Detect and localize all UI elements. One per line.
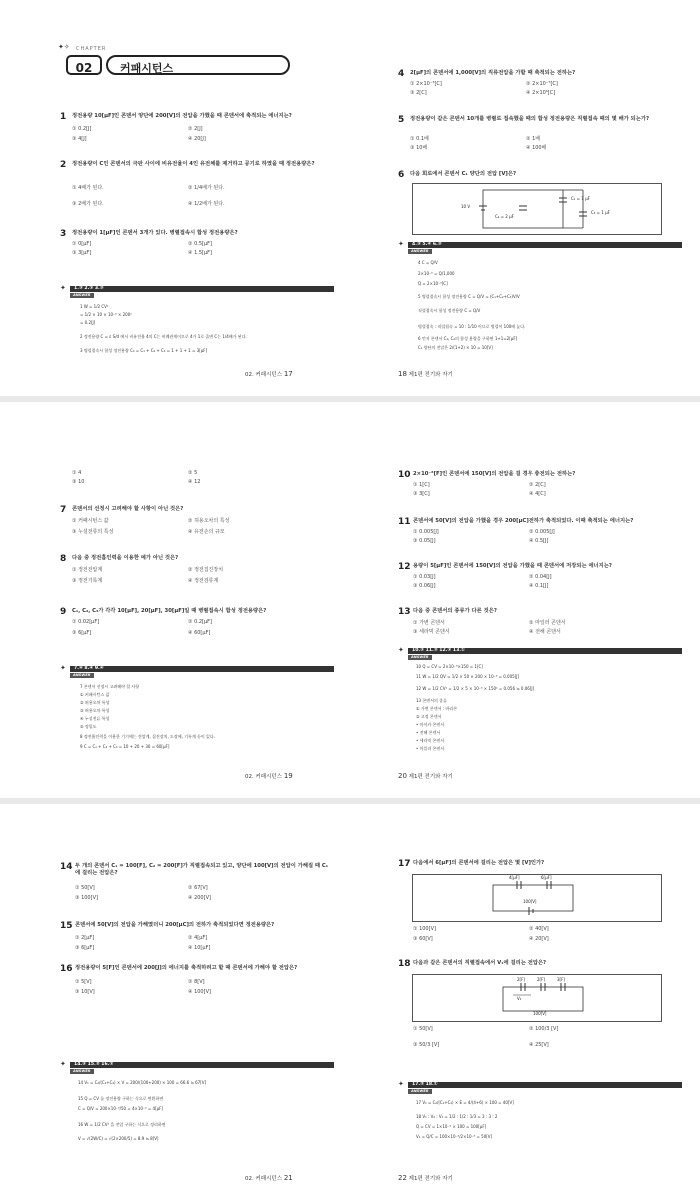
question-text: 정전용량이 C인 콘덴서의 극판 사이에 비유전율이 4인 유전체를 제거하고 공기로 하였을 때 정전용량은? (72, 161, 315, 167)
answer-line: 4 C = Q/V (418, 260, 438, 265)
question-number: 1 (60, 112, 67, 122)
circuit-c2-label: C₂ = 2 μF (495, 214, 514, 219)
page-footer (245, 370, 293, 378)
option-3[interactable]: ③ 100[V] (75, 895, 98, 901)
sparkle-icon: ✦ (60, 284, 66, 292)
option-4[interactable]: ④ 20[J] (188, 136, 206, 142)
option-2[interactable]: ② 1/4배가 된다. (188, 185, 225, 191)
option-4[interactable]: ④ 60[μF] (188, 630, 211, 636)
page-footer (245, 772, 293, 780)
question-17 (398, 859, 678, 871)
question-8 (60, 554, 330, 589)
question-text: 용량이 5[μF]인 콘덴서에 150[V]의 전압을 가했을 때 콘덴서에 저장되는 에너지는? (413, 563, 612, 569)
page-number: 21 (283, 1174, 293, 1182)
footer-part: 제1편 전기와 자기 (408, 774, 453, 780)
answer-line: ② 고정 콘덴서 (416, 714, 442, 719)
answer-bar: 17.② 18.① (408, 1082, 682, 1088)
option-2[interactable]: ② 0.04[J] (529, 574, 552, 580)
answer-line: 15 Q = CV 를 정전용량 구하는 식으로 변환하면 (78, 1096, 164, 1101)
question-text: 다음 중 콘덴서의 종류가 다른 것은? (413, 608, 497, 614)
question-text: 정전용량이 5[F]인 콘덴서에 200[J]의 에너지를 축적하려고 할 때 콘덴서에 가해야 할 전압은? (75, 965, 298, 971)
question-text: 2×10⁻⁶[F]인 콘덴서에 150[V]의 전압을 걸 경우 충전되는 전하는? (413, 471, 576, 477)
answer-line: = 0.2[J] (80, 320, 96, 325)
page-number: 17 (283, 370, 293, 378)
question-number: 11 (398, 517, 411, 527)
page-number: 18 (398, 370, 407, 378)
page-number: 19 (283, 772, 293, 780)
option-2[interactable]: ② 2×10⁻⁵[C] (526, 81, 558, 87)
option-4[interactable]: ④ 200[V] (188, 895, 211, 901)
option-2[interactable]: ② 허용오차의 특성 (188, 518, 230, 524)
sparkle-icon: ✦ (398, 240, 404, 248)
option-1[interactable]: ① 커패시턴스 값 (72, 518, 109, 524)
answer-line: = 1/2 × 10 × 10⁻⁶ × 200² (80, 312, 132, 317)
answer-line: 10 Q = CV = 2×10⁻⁶×150 = 1[C] (416, 664, 483, 669)
question-number: 6 (398, 170, 405, 180)
footer-part: 제1편 전기와 자기 (408, 1176, 453, 1182)
option-3[interactable]: ③ 10 (72, 479, 85, 485)
question-9 (60, 607, 330, 642)
footer-chapter: 02. 커패시턴스 (245, 372, 283, 378)
answer-section (398, 646, 678, 761)
option-4[interactable]: ④ 100배 (526, 145, 547, 151)
circuit-voltage-label: 10 V (461, 204, 471, 209)
question-text: C₁, C₂, C₃가 각각 10[μF], 20[μF], 30[μF]일 때 병렬접속시 합성 정전용량은? (72, 608, 267, 614)
question-6 (398, 170, 678, 182)
answer-section (60, 664, 330, 764)
option-3[interactable]: ③ 세라믹 콘덴서 (413, 629, 450, 635)
chapter-label: CHAPTER (76, 46, 107, 52)
answer-bar: 4.③ 5.④ 6.③ (408, 242, 682, 248)
question-number: 4 (398, 69, 405, 79)
answer-line: • 마이카 콘덴서 (416, 722, 445, 727)
question-number: 13 (398, 607, 411, 617)
option-1[interactable]: ① 100[V] (413, 926, 436, 932)
option-2[interactable]: ② 0.5[μF] (188, 241, 212, 247)
question-7 (60, 505, 330, 540)
circuit-v1-label: V₁ (517, 996, 522, 1001)
page-footer (245, 1174, 293, 1182)
chapter-header (58, 43, 290, 77)
option-3[interactable]: ③ 0.06[J] (413, 583, 436, 589)
option-2[interactable]: ② 40[V] (529, 926, 549, 932)
answer-line: 2×10⁻⁶ = Q/1,000 (418, 271, 455, 276)
circuit-c1-label: 2[F] (517, 977, 525, 982)
option-3[interactable]: ③ 50/3 [V] (413, 1042, 440, 1048)
option-3[interactable]: ③ 60[V] (413, 936, 433, 942)
question-text: 2[μF]의 콘덴서에 1,000[V]의 직류전압을 가할 때 축적되는 전하는? (410, 70, 576, 76)
circuit-c2-label: 2[F] (537, 977, 545, 982)
answer-section (398, 240, 678, 355)
option-3[interactable]: ③ 누설전류의 특성 (72, 529, 114, 535)
answer-line: ① 가변 콘덴서 : 바리콘 (416, 706, 457, 711)
circuit-c1-label: 4[μF] (509, 875, 520, 880)
question-text: 콘덴서에 50[V]의 전압을 가해였더니 200[μC]의 전하가 축적되었다면 정전용량은? (75, 922, 275, 928)
footer-chapter: 02. 커패시턴스 (245, 774, 283, 780)
option-1[interactable]: ① 1[C] (413, 482, 430, 488)
option-3[interactable]: ③ 정전기록계 (72, 578, 103, 584)
circuit-c2-label: 6[μF] (541, 875, 552, 880)
page-footer (398, 772, 453, 780)
answer-line: Q = 2×10⁻³[C] (418, 281, 448, 286)
question-12 (398, 562, 678, 597)
question-text: 다음과 같은 콘덴서의 직렬접속에서 V₁에 걸리는 전압은? (413, 960, 547, 966)
chapter-number-box (66, 55, 102, 75)
answer-section (398, 1080, 678, 1170)
option-1[interactable]: ① 50[V] (413, 1026, 433, 1032)
circuit-drawing (413, 184, 661, 234)
circuit-diagram-q6 (412, 183, 662, 235)
answer-line: V₁ = Q/C = 100×10⁻⁶/2×10⁻⁶ = 50[V] (416, 1134, 493, 1139)
answer-bar: 1.③ 2.③ 3.③ (70, 286, 334, 292)
option-3[interactable]: ③ 6[μF] (72, 630, 92, 636)
option-1[interactable]: ① 50[V] (75, 885, 95, 891)
option-4[interactable]: ④ 100[V] (188, 989, 211, 995)
answer-label: ANSWER (408, 249, 432, 254)
option-4[interactable]: ④ 정전검류계 (188, 578, 219, 584)
option-4[interactable]: ④ 10[μF] (188, 945, 211, 951)
answer-line: 7 콘덴서 선정시 고려해야 할 사항 (80, 684, 140, 689)
answer-label: ANSWER (70, 1069, 94, 1074)
question-3 (60, 229, 330, 264)
question-number: 8 (60, 554, 67, 564)
question-number: 12 (398, 562, 411, 572)
answer-line: • 세라믹 콘덴서 (416, 738, 445, 743)
footer-chapter: 02. 커패시턴스 (245, 1176, 283, 1182)
option-1[interactable]: ① 가변 콘덴서 (413, 620, 445, 626)
page-17 (0, 0, 350, 396)
answer-line: 직렬접속시 합성 정전용량 C = Q/V (418, 308, 481, 313)
option-4[interactable]: ④ 유전손의 규모 (188, 529, 225, 535)
question-text: 두 개의 콘덴서 C₁ = 100[F], C₂ = 200[F]가 직렬접속되고 있고, 양단에 100[V]의 전압이 가해질 때 C₁에 걸리는 전압은? (75, 863, 329, 876)
answer-section (60, 1060, 330, 1160)
question-text: 다음에서 6[μF]의 콘덴서에 걸리는 전압은 몇 [V]인가? (413, 860, 545, 866)
circuit-voltage-label: 100[V] (533, 1011, 547, 1016)
option-1[interactable]: ① 5[V] (75, 979, 92, 985)
sparkle-icon: ✦ (60, 1060, 66, 1068)
answer-line: 8 정전흡인력을 이용한 기기에는 전압계, 집진장치, 도장에, 기록계 등이 있다. (80, 734, 215, 739)
chapter-number: 02 (75, 61, 93, 75)
answer-line: 9 C = C₁ + C₂ + C₃ = 10 + 20 + 30 = 60[μF] (80, 744, 170, 749)
answer-line: 12 W = 1/2 CV² = 1/2 × 5 × 10⁻⁶ × 150² = 0.056 ≒ 0.06[J] (416, 686, 535, 691)
answer-line: 병렬접속 : 직렬접속 = 10 : 1/10 이므로 병렬이 100배 높다. (418, 324, 526, 329)
option-4[interactable]: ④ 전해 콘덴서 (529, 629, 561, 635)
option-2[interactable]: ② 1배 (526, 136, 541, 142)
sparkle-icon: ✦ (398, 1080, 404, 1088)
option-2[interactable]: ② 2[J] (188, 126, 203, 132)
option-1[interactable]: ① 2[μF] (75, 935, 95, 941)
circuit-c3-label: 3[F] (557, 977, 565, 982)
answer-line: C₁ 양단의 전압은 2/(1+2) × 10 = 10[V] (418, 345, 493, 350)
option-3[interactable]: ③ 2배가 된다. (72, 201, 104, 207)
question-14 (60, 862, 330, 917)
question-4 (398, 69, 678, 104)
answer-bar: 14.③ 15.② 16.② (70, 1062, 334, 1068)
question-text: 콘덴서의 선정시 고려해야 할 사항이 아닌 것은? (72, 506, 184, 512)
answer-label: ANSWER (70, 673, 94, 678)
option-1[interactable]: ① 0.02[μF] (72, 619, 100, 625)
option-3[interactable]: ③ 2[C] (410, 90, 427, 96)
option-1[interactable]: ① 2×10⁻³[C] (410, 81, 442, 87)
answer-line: • 전해 콘덴서 (416, 730, 441, 735)
option-3[interactable]: ③ 10[V] (75, 989, 95, 995)
answer-line: • 마일러 콘덴서 (416, 746, 445, 751)
option-3[interactable]: ③ 4[J] (72, 136, 87, 142)
answer-line: 18 V₁ : V₂ : V₃ = 1/2 : 1/2 : 1/3 = 3 : 3 : 2 (416, 1114, 498, 1119)
sparkle-icon: ✦✧ (58, 43, 70, 51)
circuit-drawing (413, 875, 661, 921)
answer-line: ① 커패시턴스 값 (80, 692, 110, 697)
question-number: 15 (60, 921, 73, 931)
q18-options (413, 1026, 673, 1056)
answer-line: ⑤ 정밀도 (80, 724, 97, 729)
option-1[interactable]: ① 정전전압계 (72, 567, 103, 573)
question-number: 7 (60, 505, 67, 515)
question-text: 정전용량 10[μF]인 콘덴서 양단에 200[V]의 전압을 가했을 때 콘덴서에 축적되는 에너지는? (72, 113, 292, 119)
question-number: 9 (60, 607, 67, 617)
footer-part: 제1편 전기와 자기 (408, 372, 453, 378)
answer-bar: 10.③ 11.② 12.③ 13.① (408, 648, 682, 654)
option-2[interactable]: ② 정전집진장치 (188, 567, 224, 573)
circuit-c3-label: C₃ = 1 μF (591, 210, 610, 215)
option-1[interactable]: ① 0.2[J] (72, 126, 92, 132)
option-2[interactable]: ② 100/3 [V] (529, 1026, 559, 1032)
page-footer (398, 370, 453, 378)
answer-line: 11 W = 1/2 QV = 1/2 × 50 × 200 × 10⁻⁶ = 0.005[J] (416, 674, 519, 679)
option-2[interactable]: ② 5 (188, 470, 198, 476)
continued-options (72, 470, 322, 490)
question-15 (60, 921, 330, 956)
question-16 (60, 964, 330, 1009)
option-2[interactable]: ② 2[C] (529, 482, 546, 488)
question-number: 3 (60, 229, 67, 239)
option-4[interactable]: ④ 25[V] (529, 1042, 549, 1048)
option-4[interactable]: ④ 4[C] (529, 491, 546, 497)
answer-line: 17 V₁ = C₂/(C₁+C₂) × E = 4/(4+6) × 100 = 40[V] (416, 1100, 514, 1105)
question-text: 정전용량이 같은 콘덴서 10개를 병렬로 접속했을 때의 합성 정전용량은 직렬접속 때의 몇 배가 되는가? (410, 116, 650, 122)
page-number: 20 (398, 772, 407, 780)
option-4[interactable]: ④ 1/2배가 된다. (188, 201, 225, 207)
page-20 (350, 402, 700, 798)
question-number: 10 (398, 470, 411, 480)
option-1[interactable]: ① 0[μF] (72, 241, 92, 247)
answer-section (60, 284, 330, 364)
circuit-c1-label: C₁ = 1 μF (571, 196, 590, 201)
answer-line: 14 V₁ = C₂/(C₁+C₂) × V = 200/(100+200) × 100 = 66.6 ≒ 67[V] (78, 1080, 207, 1085)
option-4[interactable]: ④ 20[V] (529, 936, 549, 942)
option-1[interactable]: ① 4배가 된다. (72, 185, 104, 191)
question-1 (60, 112, 330, 152)
question-number: 14 (60, 862, 73, 872)
question-18 (398, 959, 678, 971)
answer-line: 13 콘덴서의 종류 (416, 698, 447, 703)
answer-label: ANSWER (408, 1089, 432, 1094)
question-2 (60, 160, 330, 215)
option-3[interactable]: ③ 3[C] (413, 491, 430, 497)
question-number: 2 (60, 160, 67, 170)
option-2[interactable]: ② 4[μF] (188, 935, 208, 941)
option-2[interactable]: ② 67[V] (188, 885, 208, 891)
option-4[interactable]: ④ 12 (188, 479, 201, 485)
question-text: 다음 회로에서 콘덴서 C₁ 양단의 전압 [V]은? (410, 171, 517, 177)
question-number: 18 (398, 959, 411, 969)
option-3[interactable]: ③ 10배 (410, 145, 428, 151)
circuit-voltage-label: 100[V] (523, 899, 537, 904)
page-22 (350, 804, 700, 1200)
question-13 (398, 607, 678, 642)
answer-line: ③ 허용오차 특성 (80, 708, 110, 713)
answer-bar: 7.④ 8.④ 9.④ (70, 666, 334, 672)
option-1[interactable]: ① 0.03[J] (413, 574, 436, 580)
page-footer (398, 1174, 453, 1182)
option-2[interactable]: ② 0.2[μF] (188, 619, 212, 625)
option-1[interactable]: ① 4 (72, 470, 82, 476)
circuit-diagram-q18 (412, 974, 662, 1022)
answer-line: 2 정전용량 C = ε S/d 에서 비유전율 4의 C는 비례관계이므로 4가 1로 줄면 C는 1/4배가 된다. (80, 334, 247, 339)
page-21 (0, 804, 350, 1200)
option-4[interactable]: ④ 0.1[J] (529, 583, 549, 589)
option-4[interactable]: ④ 1.5[μF] (188, 250, 212, 256)
question-text: 정전용량이 1[μF]인 콘덴서 3개가 있다. 병렬접속시 합성 정전용량은? (72, 230, 238, 236)
answer-line: ② 허용오차 특성 (80, 700, 110, 705)
answer-label: ANSWER (408, 655, 432, 660)
answer-line: 6 먼저 콘덴서 C₁, C₂의 합성 용량을 구하면 1+1=2[μF] (418, 336, 518, 341)
answer-line: Q = CV = 1×10⁻⁶ × 100 = 100[μF] (416, 1124, 487, 1129)
option-2[interactable]: ② 마일러 콘덴서 (529, 620, 566, 626)
question-text: 다음 중 정전흡인력을 이용한 예가 아닌 것은? (72, 555, 179, 561)
circuit-diagram-q17 (412, 874, 662, 922)
option-3[interactable]: ③ 3[μF] (72, 250, 92, 256)
question-number: 16 (60, 964, 73, 974)
page-18 (350, 0, 700, 396)
option-2[interactable]: ② 8[V] (188, 979, 205, 985)
answer-label: ANSWER (70, 293, 94, 298)
option-4[interactable]: ④ 0.5[J] (529, 538, 549, 544)
page-number: 22 (398, 1174, 407, 1182)
question-10 (398, 470, 678, 505)
answer-line: 16 W = 1/2 CV² 을 전압 구하는 식으로 정리하면 (78, 1122, 166, 1127)
option-1[interactable]: ① 0.1배 (410, 136, 429, 142)
chapter-title: 커패시턴스 (120, 62, 174, 75)
option-1[interactable]: ① 0.005[J] (413, 529, 439, 535)
answer-line: C = Q/V = 200×10⁻⁶/50 = 4×10⁻⁶ = 4[μF] (78, 1106, 164, 1111)
q17-options (413, 926, 673, 946)
option-2[interactable]: ② 0.005[J] (529, 529, 555, 535)
page-19 (0, 402, 350, 798)
question-number: 17 (398, 859, 411, 869)
question-number: 5 (398, 115, 405, 125)
question-5 (398, 115, 678, 160)
answer-line: 5 병렬접속시 합성 정전용량 C = Q/V = (C₁+C₂+C₃)V/V (418, 294, 520, 299)
option-4[interactable]: ④ 2×10⁶[C] (526, 90, 556, 96)
question-text: 콘덴서에 50[V]의 전압을 가했을 경우 200[μC]전하가 축적되었다. 이때 축적되는 에너지는? (413, 518, 634, 524)
option-3[interactable]: ③ 0.05[J] (413, 538, 436, 544)
chapter-title-box (106, 55, 290, 75)
option-3[interactable]: ③ 6[μF] (75, 945, 95, 951)
answer-line: V = √(2W/C) = √(2×200/5) = 8.9 ≒ 8[V] (78, 1136, 159, 1141)
answer-line: 1 W = 1/2 CV² (80, 304, 109, 309)
question-11 (398, 517, 678, 552)
sparkle-icon: ✦ (60, 664, 66, 672)
answer-line: ④ 누설전류 특성 (80, 716, 110, 721)
answer-line: 3 병렬접속시 합성 정전용량 C₀ = C₁ + C₂ + C₃ = 1 + 1 + 1 = 3[μF] (80, 348, 208, 353)
sparkle-icon: ✦ (398, 646, 404, 654)
